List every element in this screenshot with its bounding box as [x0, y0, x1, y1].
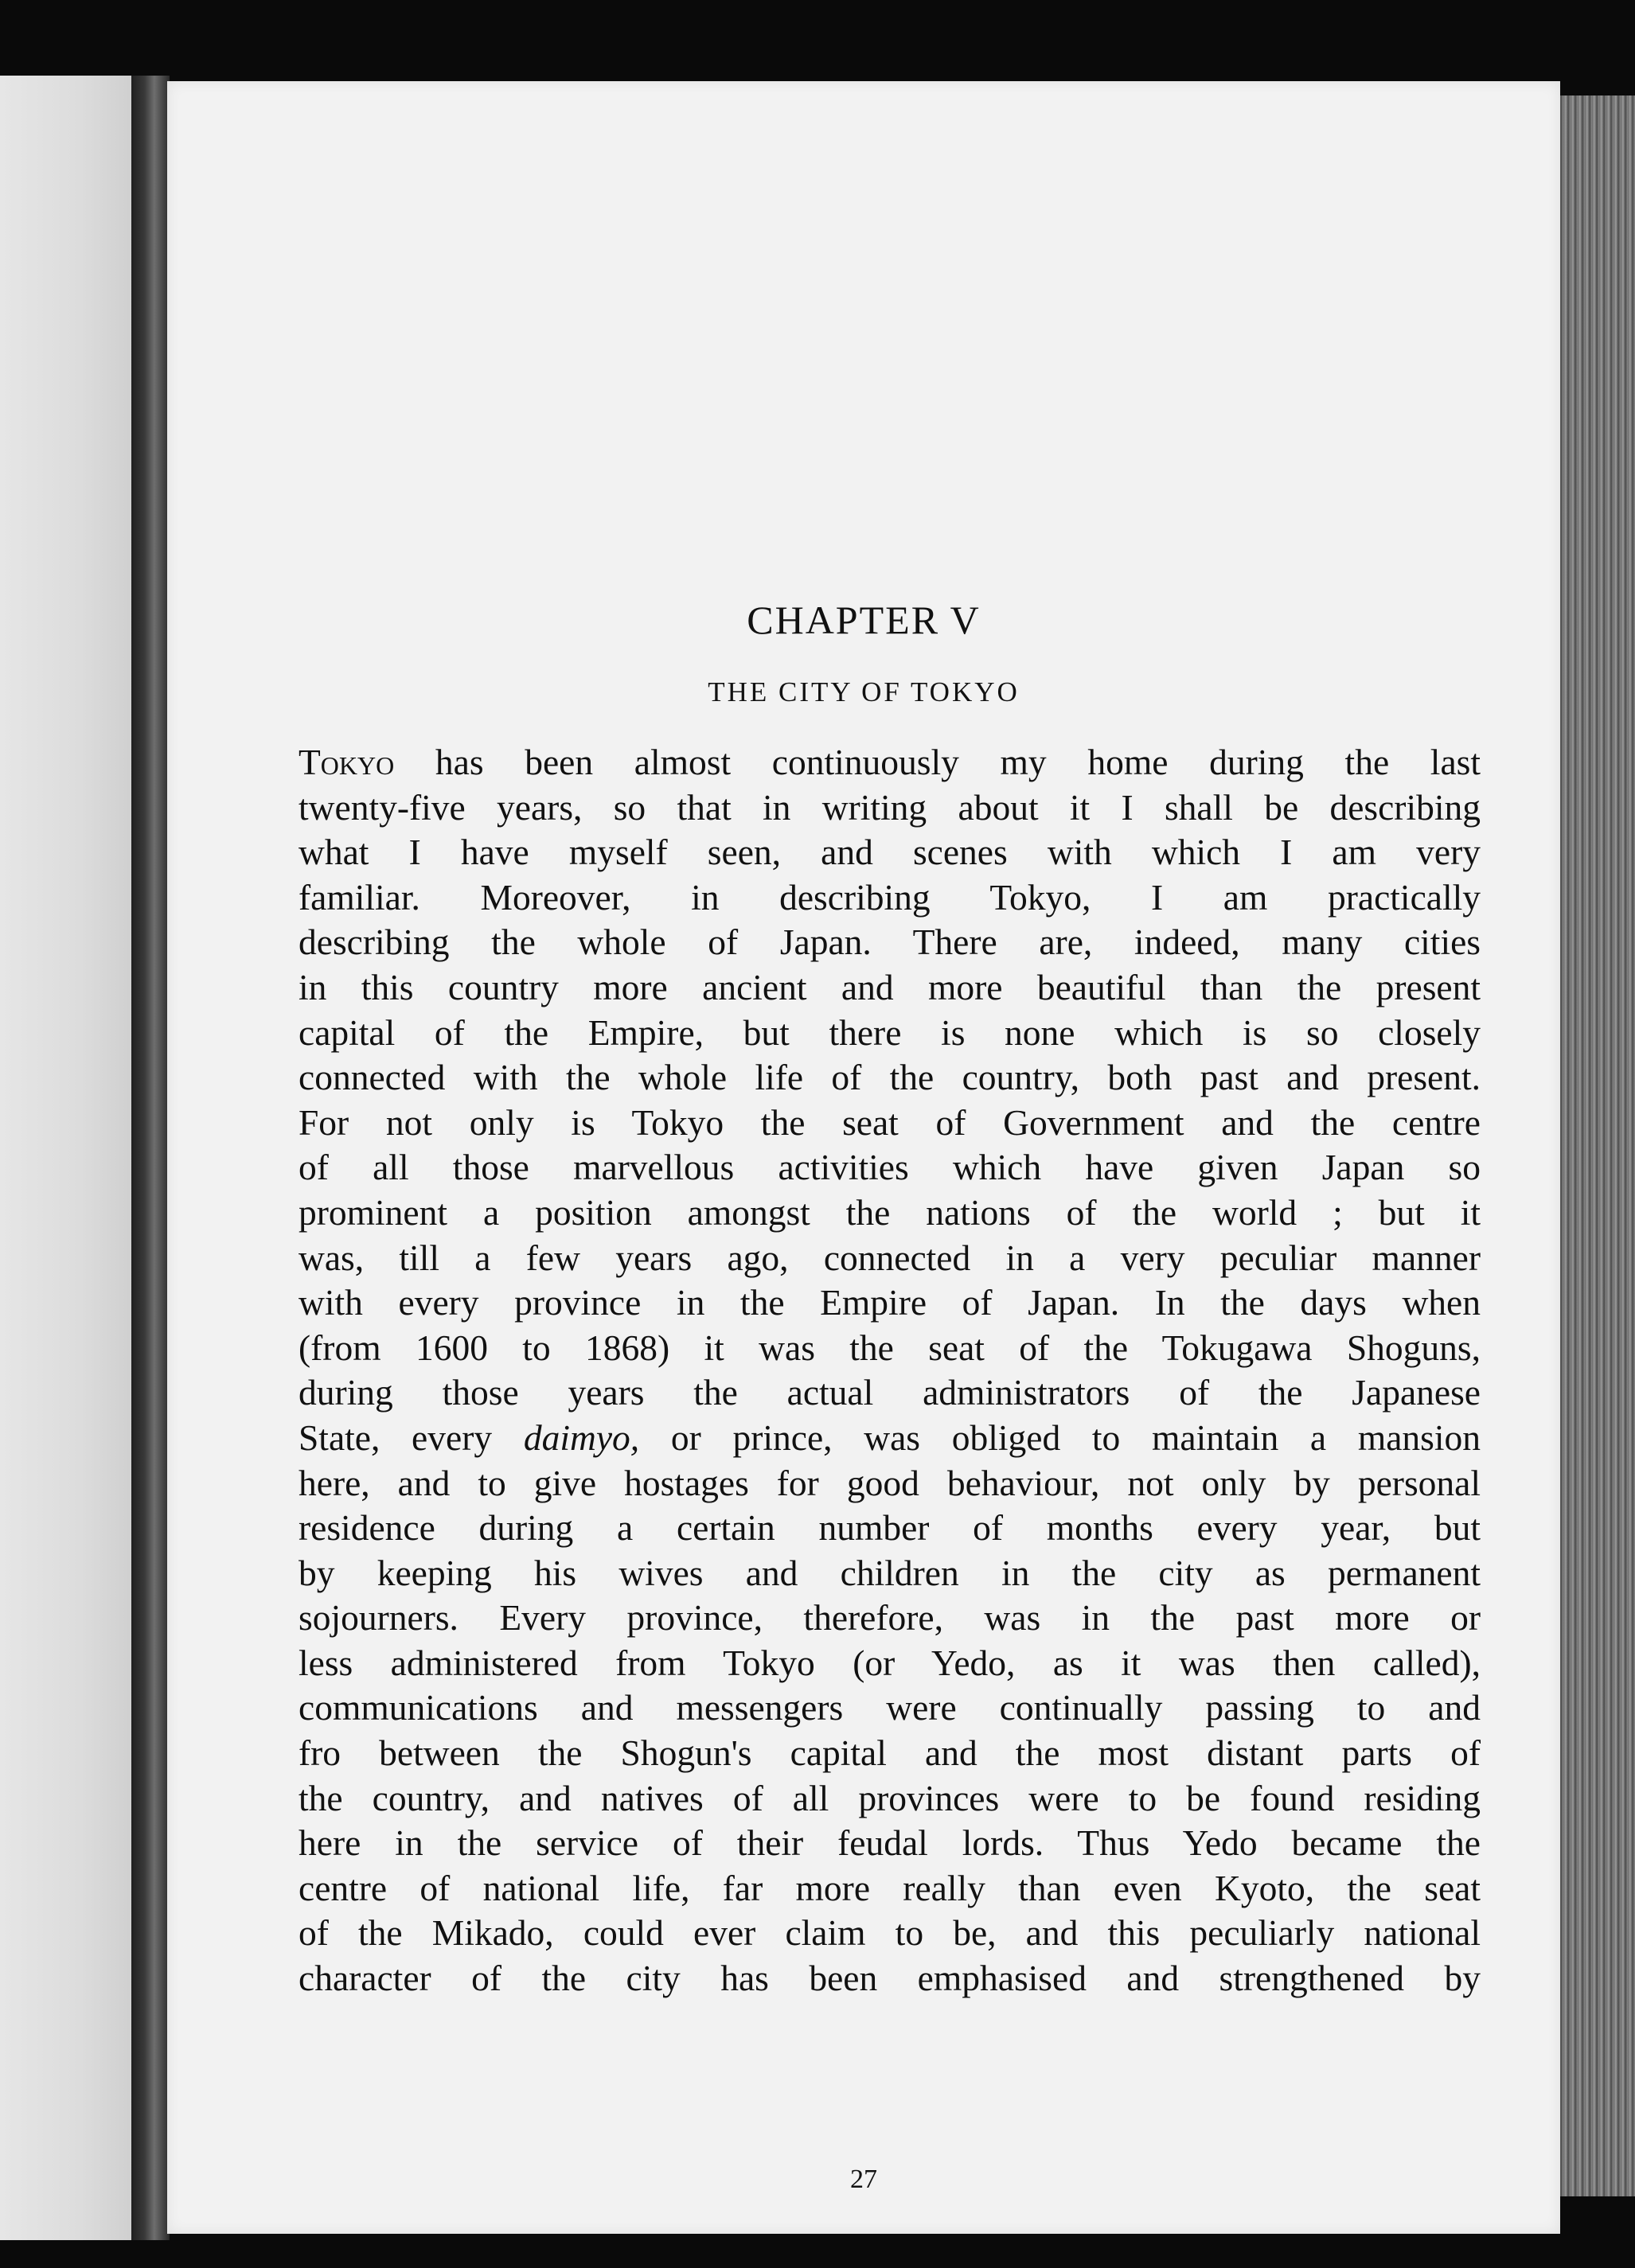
text-line: State, every daimyo, or prince, was obliged to maintain a mansion — [299, 1417, 1481, 1458]
text-line: describing the whole of Japan. There are, indeed, many cities — [299, 922, 1481, 963]
text-line: familiar. Moreover, in describing Tokyo, I am practically — [299, 876, 1481, 918]
text-line: in this country more ancient and more beautiful than the present — [299, 966, 1481, 1007]
text-line: with every province in the Empire of Japan. In the days when — [299, 1282, 1481, 1323]
text-line: capital of the Empire, but there is none which is so closely — [299, 1011, 1481, 1053]
text-line: by keeping his wives and children in the city as permanent — [299, 1552, 1481, 1593]
page-block-edge — [1556, 95, 1635, 2196]
text-line: residence during a certain number of months every year, but — [299, 1507, 1481, 1549]
text-line: here in the service of their feudal lords. Thus Yedo became the — [299, 1822, 1481, 1864]
book-page — [167, 81, 1560, 2234]
text-line: what I have myself seen, and scenes with which I am very — [299, 832, 1481, 873]
text-line: For not only is Tokyo the seat of Government and the centre — [299, 1101, 1481, 1143]
first-word: Tokyo — [299, 742, 395, 782]
text-line: twenty-five years, so that in writing about it I shall be describing — [299, 786, 1481, 828]
text-line: the country, and natives of all provinces were to be found residing — [299, 1777, 1481, 1818]
text-line: connected with the whole life of the country, both past and present. — [299, 1057, 1481, 1098]
italic-term: daimyo, — [523, 1417, 640, 1458]
chapter-subtitle: THE CITY OF TOKYO — [708, 676, 1020, 707]
text-line: character of the city has been emphasised and strengthened by — [299, 1958, 1481, 1999]
text-line: communications and messengers were continually passing to and — [299, 1687, 1481, 1728]
chapter-heading: CHAPTER V — [747, 598, 981, 642]
text-line: of the Mikado, could ever claim to be, and this peculiarly national — [299, 1912, 1481, 1954]
page-number: 27 — [850, 2165, 877, 2194]
book-gutter — [131, 76, 170, 2240]
body-text — [299, 740, 1481, 2001]
facing-page-edge — [0, 76, 134, 2240]
text-line: Tokyo has been almost continuously my home during the last — [299, 742, 1481, 782]
text-line: during those years the actual administrators of the Japanese — [299, 1372, 1481, 1413]
text-line: here, and to give hostages for good behaviour, not only by personal — [299, 1462, 1481, 1503]
text-line: was, till a few years ago, connected in a very peculiar manner — [299, 1237, 1481, 1278]
text-line: of all those marvellous activities which have given Japan so — [299, 1147, 1481, 1188]
text-line: fro between the Shogun's capital and the most distant parts of — [299, 1732, 1481, 1774]
text-line: less administered from Tokyo (or Yedo, as it was then called), — [299, 1642, 1481, 1683]
text-line: prominent a position amongst the nations of the world ; but it — [299, 1191, 1481, 1233]
text-line: centre of national life, far more really than even Kyoto, the seat — [299, 1867, 1481, 1908]
text-line: (from 1600 to 1868) it was the seat of the Tokugawa Shoguns, — [299, 1327, 1481, 1368]
text-line: sojourners. Every province, therefore, was in the past more or — [299, 1597, 1481, 1639]
